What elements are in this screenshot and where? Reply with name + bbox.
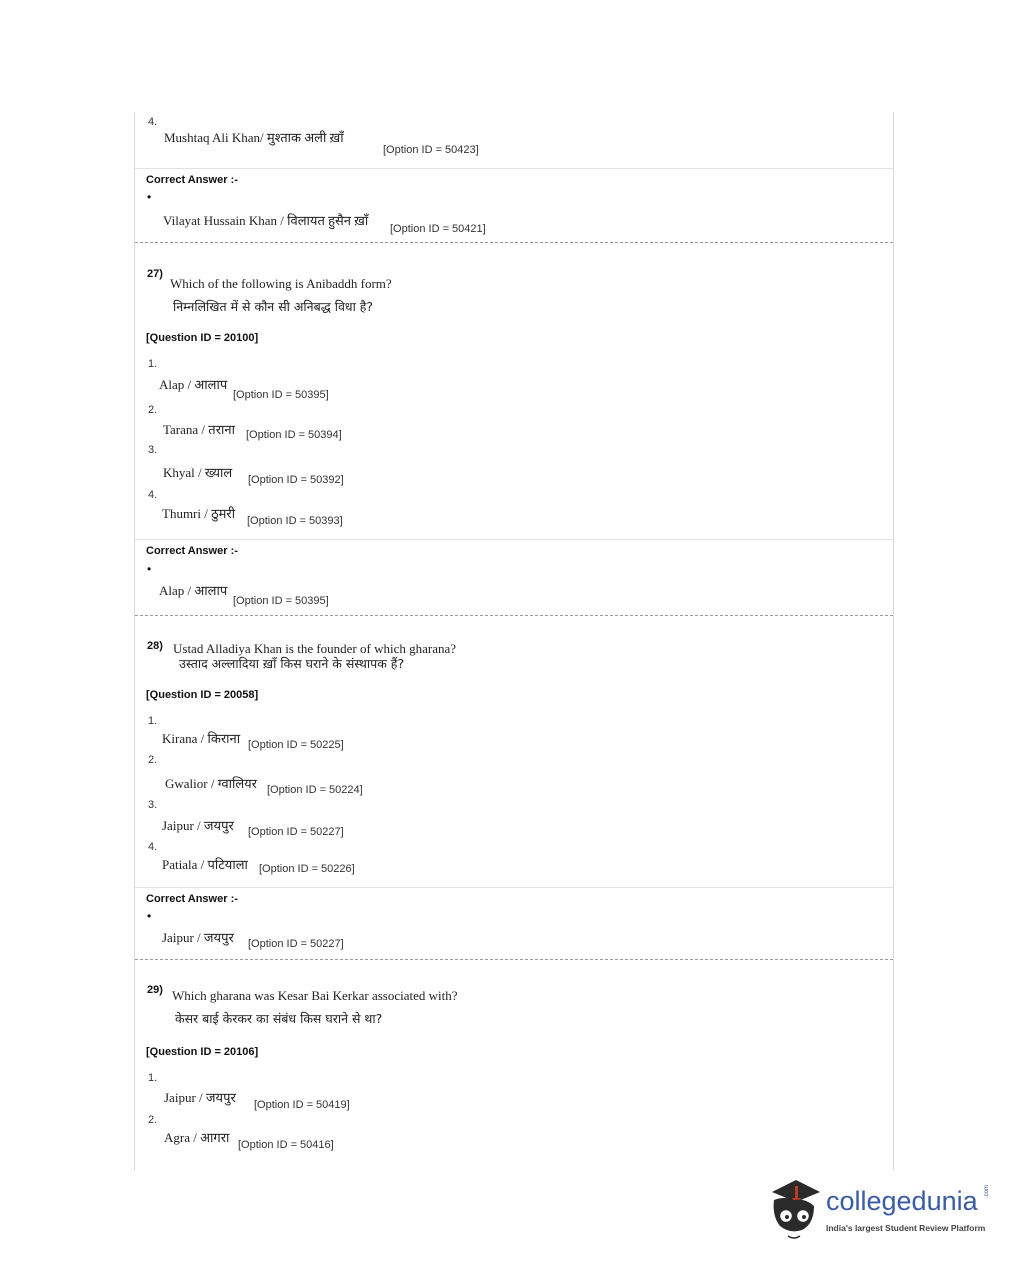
option-id: [Option ID = 50392] [248,474,344,486]
option-id: [Option ID = 50224] [267,784,363,796]
option-number: 1. [148,358,158,370]
question-id: [Question ID = 20058] [146,689,259,701]
student-mascot-icon [766,1176,822,1244]
option-number: 4. [148,841,158,853]
question-number: 27) [147,268,163,280]
option-text: Tarana / तराना [163,422,235,437]
option-number: 1. [148,715,158,727]
question-number: 29) [147,984,163,996]
option-number: 1. [148,1072,158,1084]
exam-page [134,112,894,1170]
option-id: [Option ID = 50225] [248,739,344,751]
question-text-english: Which gharana was Kesar Bai Kerkar associated with? [172,988,458,1003]
question-separator [135,615,893,616]
option-number: 4. [148,116,158,128]
divider [135,539,893,540]
bullet: • [147,909,152,923]
logo-com: .com [984,1184,990,1198]
option-id: [Option ID = 50227] [248,826,344,838]
question-text-english: Which of the following is Anibaddh form? [170,276,392,291]
option-number: 4. [148,489,158,501]
option-text: Kirana / किराना [162,731,241,746]
question-number: 28) [147,640,163,652]
option-text: Gwalior / ग्वालियर [165,776,257,791]
option-text: Mushtaq Ali Khan/ मुश्ताक अली ख़ाँ [164,130,344,145]
option-text: Alap / आलाप [159,377,228,392]
option-text: Jaipur / जयपुर [162,818,234,833]
divider [135,168,893,169]
option-id: [Option ID = 50419] [254,1099,350,1111]
option-id: [Option ID = 50393] [247,515,343,527]
correct-answer-option-id: [Option ID = 50227] [248,938,344,950]
option-number: 3. [148,444,158,456]
option-text: Khyal / ख्याल [163,465,233,480]
question-id: [Question ID = 20100] [146,332,259,344]
correct-answer-label: Correct Answer :- [146,174,238,186]
option-id: [Option ID = 50395] [233,389,329,401]
question-text-hindi: उस्ताद अल्लादिया ख़ाँ किस घराने के संस्थापक हैं? [179,656,405,671]
bullet: • [147,190,152,204]
correct-answer-text: Alap / आलाप [159,583,228,598]
option-number: 2. [148,404,158,416]
bullet: • [147,562,152,576]
question-text-english: Ustad Alladiya Khan is the founder of which gharana? [173,641,457,656]
option-text: Agra / आगरा [164,1130,230,1145]
correct-answer-label: Correct Answer :- [146,893,238,905]
question-text-hindi: निम्नलिखित में से कौन सी अनिबद्ध विधा है? [173,299,374,314]
option-text: Jaipur / जयपुर [164,1090,236,1105]
logo-wordmark: collegedunia [826,1186,978,1216]
question-separator [135,959,893,960]
option-text: Patiala / पटियाला [162,857,248,872]
logo-tagline: India's largest Student Review Platform [826,1223,986,1233]
collegedunia-logo [766,1176,996,1246]
correct-answer-text: Jaipur / जयपुर [162,930,234,945]
question-text-hindi: केसर बाई केरकर का संबंध किस घराने से था? [175,1011,383,1026]
option-id: [Option ID = 50394] [246,429,342,441]
option-number: 2. [148,1114,158,1126]
correct-answer-text: Vilayat Hussain Khan / विलायत हुसैन ख़ाँ [163,213,369,228]
option-number: 3. [148,799,158,811]
option-id: [Option ID = 50416] [238,1139,334,1151]
divider [135,887,893,888]
question-separator [135,242,893,243]
option-text: Thumri / ठुमरी [162,506,236,521]
question-id: [Question ID = 20106] [146,1046,259,1058]
correct-answer-option-id: [Option ID = 50395] [233,595,329,607]
option-number: 2. [148,754,158,766]
option-id: [Option ID = 50423] [383,144,479,156]
option-id: [Option ID = 50226] [259,863,355,875]
correct-answer-option-id: [Option ID = 50421] [390,223,486,235]
correct-answer-label: Correct Answer :- [146,545,238,557]
